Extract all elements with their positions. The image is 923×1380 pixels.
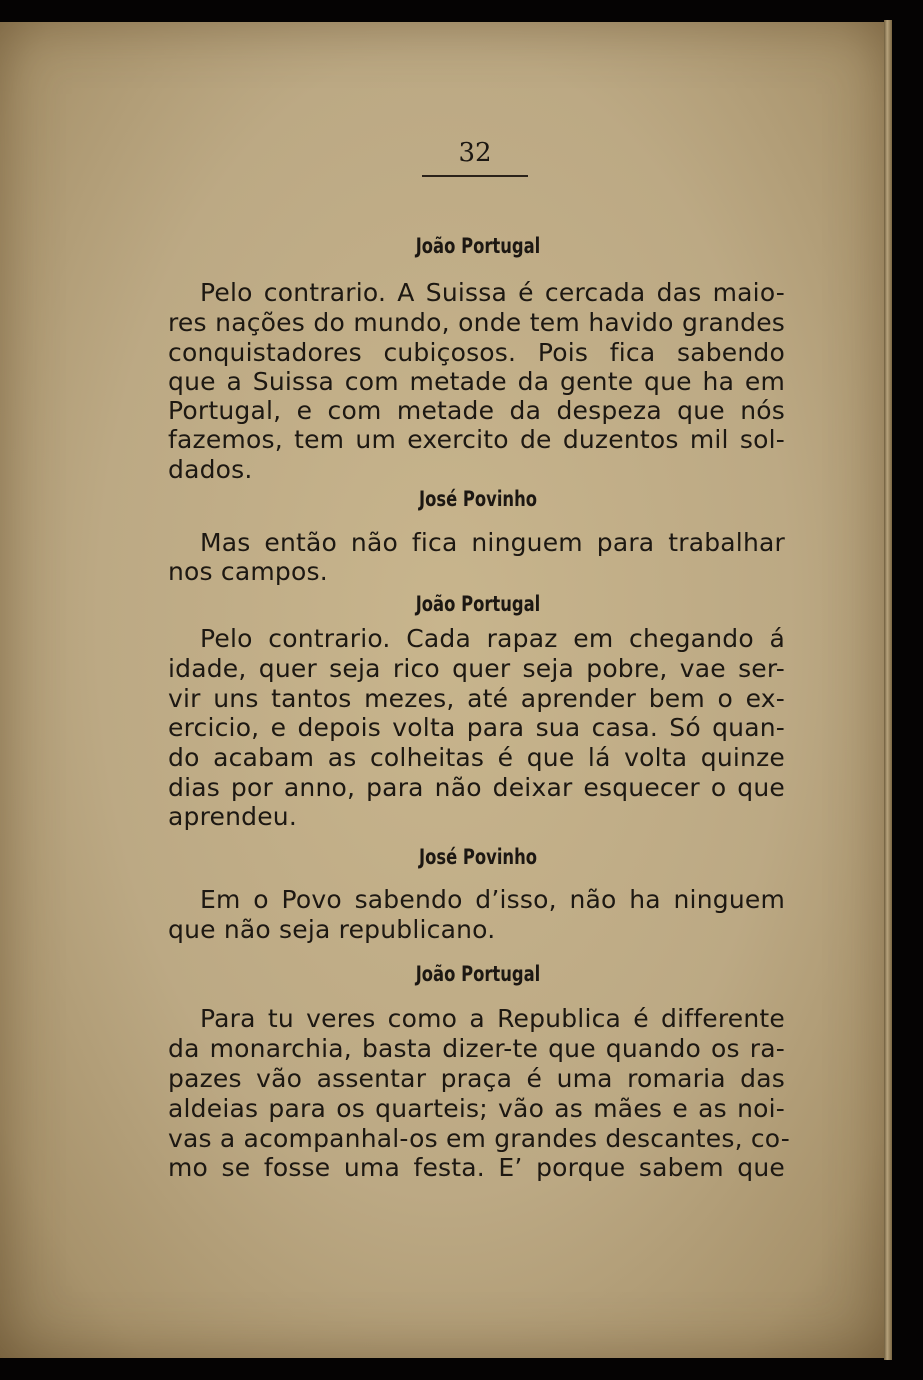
text-line: Em o Povo sabendo d’isso, não ha ninguem [200, 885, 785, 914]
text-line: Pelo contrario. Cada rapaz em chegando á [200, 624, 785, 653]
text-line: dados. [168, 455, 253, 484]
text-line: nos campos. [168, 557, 328, 586]
text-line: Mas então não fica ninguem para trabalhar [200, 528, 785, 557]
text-line: fazemos, tem um exercito de duzentos mil sol- [168, 425, 785, 454]
text-line: Pelo contrario. A Suissa é cercada das maio- [200, 278, 785, 307]
speaker-heading: José Povinho [418, 487, 538, 511]
text-line: vas a acompanhal-os em grandes descantes, co- [168, 1124, 790, 1153]
text-line: do acabam as colheitas é que lá volta quinze [168, 743, 785, 772]
text-line: res nações do mundo, onde tem havido grandes [168, 308, 785, 337]
text-line: pazes vão assentar praça é uma romaria das [168, 1064, 785, 1093]
page-number: 32 [458, 138, 492, 168]
speaker-heading: José Povinho [418, 845, 538, 869]
text-line: vir uns tantos mezes, até aprender bem o ex- [168, 684, 785, 713]
text-line: idade, quer seja rico quer seja pobre, vae ser- [168, 654, 785, 683]
text-line: que a Suissa com metade da gente que ha em [168, 367, 785, 396]
header-rule [422, 175, 528, 177]
text-line: dias por anno, para não deixar esquecer o que [168, 773, 785, 802]
text-line: mo se fosse uma festa. E’ porque sabem que [168, 1153, 785, 1182]
text-line: aldeias para os quarteis; vão as mães e as noi- [168, 1094, 785, 1123]
text-line: da monarchia, basta dizer-te que quando os ra- [168, 1034, 785, 1063]
speaker-heading: João Portugal [415, 234, 541, 258]
text-line: que não seja republicano. [168, 915, 496, 944]
text-line: conquistadores cubiçosos. Pois fica sabendo [168, 338, 785, 367]
text-line: Portugal, e com metade da despeza que nós [168, 396, 785, 425]
text-line: aprendeu. [168, 802, 297, 831]
page-edge [884, 20, 892, 1360]
speaker-heading: João Portugal [415, 592, 541, 616]
text-line: ercicio, e depois volta para sua casa. Só quan- [168, 713, 785, 742]
text-line: Para tu veres como a Republica é differente [200, 1004, 785, 1033]
speaker-heading: João Portugal [415, 962, 541, 986]
